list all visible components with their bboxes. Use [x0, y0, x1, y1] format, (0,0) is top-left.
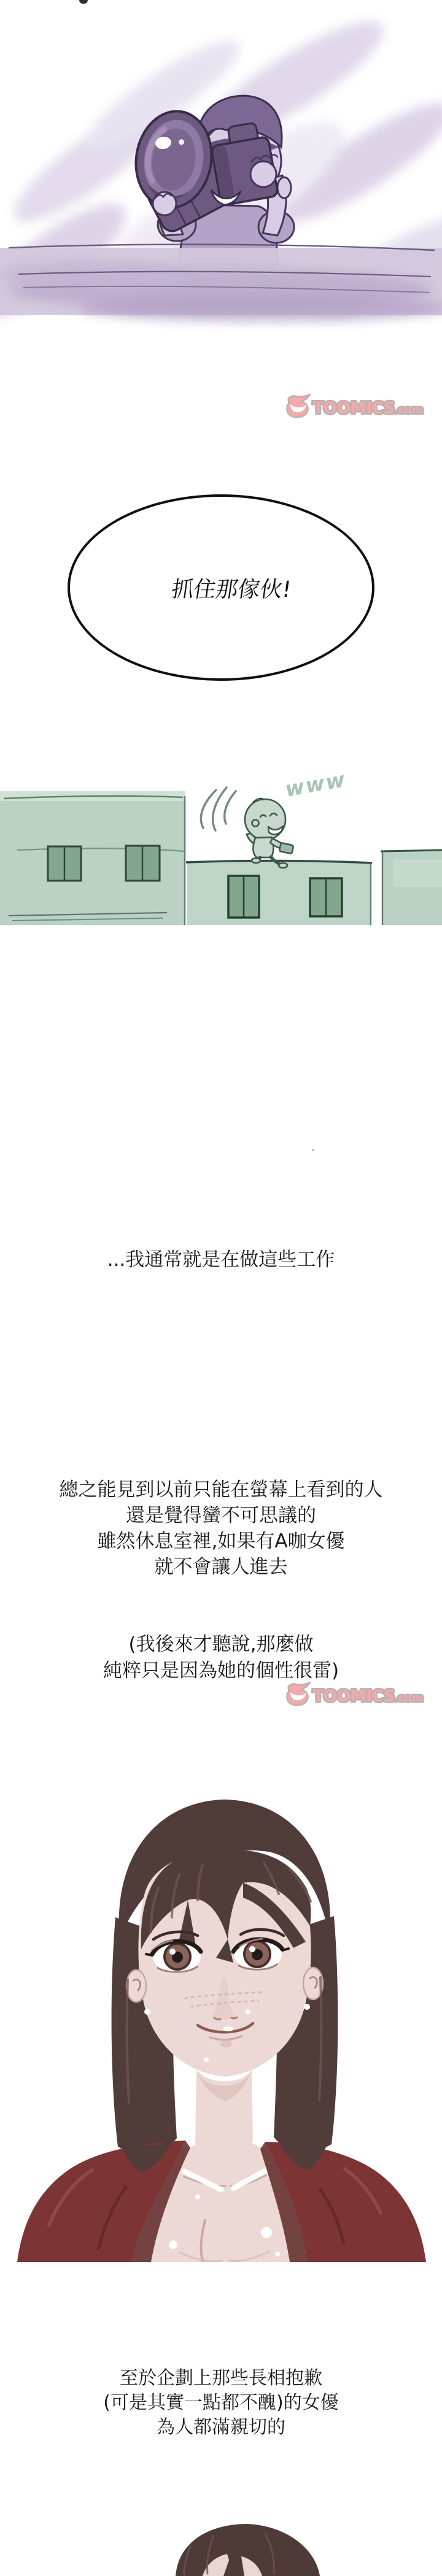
caption-line: 就不會讓人進去 [154, 1556, 288, 1578]
toomics-tld-text: .com [394, 1692, 424, 1704]
next-panel-head-top [0, 2522, 442, 2576]
toomics-logo-icon [287, 1682, 310, 1705]
toomics-watermark [284, 394, 438, 421]
ledge [0, 244, 442, 321]
caption-block [0, 1477, 442, 1580]
toomics-brand-text: TOOMICS [312, 1687, 395, 1706]
caption-line: 總之能見到以前只能在螢幕上看到的人 [59, 1479, 383, 1501]
rooftop-chase-scene [0, 730, 442, 932]
speech-bubble-text: 抓住那傢伙! [169, 577, 293, 602]
www-sfx: www [283, 767, 348, 802]
toomics-logo-icon [287, 394, 310, 417]
ear [277, 177, 291, 198]
toomics-brand-text: TOOMICS [312, 399, 395, 418]
running-character [245, 799, 293, 868]
toomics-tld-text: .com [394, 404, 424, 416]
actress-portrait-illustration [0, 1796, 442, 2262]
left-building [0, 791, 185, 925]
held-item [279, 843, 293, 854]
caption-line: 純粹只是因為她的個性很雷) [103, 1660, 339, 1682]
caption-block [0, 2366, 442, 2440]
toomics-watermark [284, 1682, 438, 1709]
caption-line: (可是其實一點都不醜)的女優 [103, 2392, 339, 2413]
caption-line: 為人都滿親切的 [157, 2417, 285, 2438]
right-building [381, 850, 442, 925]
caption-line: (我後來才聽說,那麼做 [128, 1633, 314, 1655]
caption-line: 還是覺得蠻不可思議的 [126, 1505, 316, 1527]
ink-speck [312, 1149, 314, 1151]
caption-line: ...我通常就是在做這些工作 [107, 1249, 335, 1271]
caption-line: 至於企劃上那些長相抱歉 [120, 2367, 322, 2389]
chibi-body [253, 837, 273, 857]
speech-bubble [68, 494, 374, 681]
caption-block [0, 1631, 442, 1684]
photographer-illustration [0, 0, 442, 350]
chibi-ear [252, 820, 259, 827]
motion-lines [201, 788, 236, 830]
middle-building [186, 861, 372, 925]
caption-line: 雖然休息室裡,如果有A咖女優 [97, 1530, 345, 1552]
